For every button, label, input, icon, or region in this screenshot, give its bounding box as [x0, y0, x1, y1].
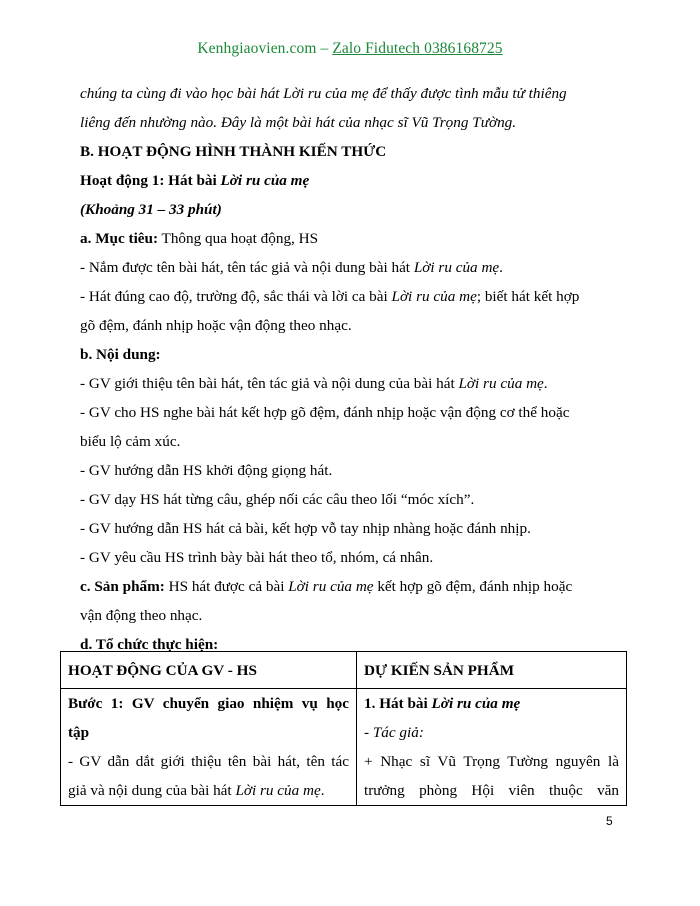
- col-header-products: DỰ KIẾN SẢN PHẨM: [357, 652, 627, 689]
- table-row: [61, 689, 627, 806]
- content-item-5: - GV hướng dẫn HS hát cả bài, kết hợp vỗ tay nhịp nhàng hoặc đánh nhịp.: [80, 520, 531, 537]
- table-header-row: [61, 652, 627, 689]
- header-separator: –: [316, 40, 333, 57]
- content-item-4: - GV dạy HS hát từng câu, ghép nối các câu theo lối “móc xích”.: [80, 491, 475, 508]
- activity-duration: (Khoảng 31 – 33 phút): [80, 201, 222, 218]
- goal-item-1: - Nắm được tên bài hát, tên tác giả và nội dung bài hát Lời ru của mẹ.: [80, 259, 503, 276]
- page-number: 5: [606, 814, 613, 828]
- step-1-text: - GV dẫn dắt giới thiệu tên bài hát, tên tác: [68, 753, 349, 770]
- goal-heading: a. Mục tiêu: Thông qua hoạt động, HS: [80, 230, 319, 247]
- product-song-title: 1. Hát bài Lời ru của mẹ: [364, 695, 521, 712]
- goal-item-2: - Hát đúng cao độ, trường độ, sắc thái và lời ca bài Lời ru của mẹ; biết hát kết hợp: [80, 288, 580, 305]
- author-line-2: trưởng phòng Hội viên thuộc văn: [364, 782, 619, 799]
- activity-title: Hoạt động 1: Hát bài Lời ru của mẹ: [80, 172, 310, 189]
- product-line-2: vận động theo nhạc.: [80, 607, 203, 624]
- zalo-link[interactable]: Zalo Fidutech 0386168725: [332, 40, 503, 57]
- content-item-2: - GV cho HS nghe bài hát kết hợp gõ đệm, đánh nhịp hoặc vận động cơ thể hoặc: [80, 404, 570, 421]
- section-b-heading: B. HOẠT ĐỘNG HÌNH THÀNH KIẾN THỨC: [80, 143, 387, 160]
- content-item-2-cont: biểu lộ cảm xúc.: [80, 433, 181, 450]
- organization-heading: d. Tổ chức thực hiện:: [80, 636, 219, 653]
- product-line-1: c. Sản phẩm: HS hát được cả bài Lời ru của mẹ kết hợp gõ đệm, đánh nhịp hoặc: [80, 578, 573, 595]
- document-body: [80, 79, 618, 659]
- intro-line-1: chúng ta cùng đi vào học bài hát Lời ru của mẹ để thấy được tình mẫu tử thiêng: [80, 85, 567, 102]
- goal-item-2-cont: gõ đệm, đánh nhịp hoặc vận động theo nhạc.: [80, 317, 352, 334]
- content-item-3: - GV hướng dẫn HS khởi động giọng hát.: [80, 462, 333, 479]
- content-heading: b. Nội dung:: [80, 346, 161, 363]
- intro-line-2: liêng đến nhường nào. Đây là một bài hát của nhạc sĩ Vũ Trọng Tường.: [80, 114, 517, 131]
- content-item-1: - GV giới thiệu tên bài hát, tên tác giả và nội dung của bài hát Lời ru của mẹ.: [80, 375, 548, 392]
- author-line-1: + Nhạc sĩ Vũ Trọng Tường nguyên là: [364, 753, 619, 770]
- activity-table: [60, 651, 627, 806]
- col-header-activities: HOẠT ĐỘNG CỦA GV - HS: [61, 652, 357, 689]
- step-1-text-cont: giả và nội dung của bài hát Lời ru của mẹ.: [68, 782, 325, 799]
- content-item-6: - GV yêu cầu HS trình bày bài hát theo tổ, nhóm, cá nhân.: [80, 549, 434, 566]
- table-cell-step: [61, 689, 357, 806]
- page-header: [0, 40, 700, 58]
- step-1-title-cont: tập: [68, 724, 90, 741]
- author-label: - Tác giả:: [364, 724, 424, 741]
- step-1-title: Bước 1: GV chuyển giao nhiệm vụ học: [68, 695, 349, 712]
- site-link[interactable]: Kenhgiaovien.com: [197, 40, 317, 57]
- table-cell-product: [357, 689, 627, 806]
